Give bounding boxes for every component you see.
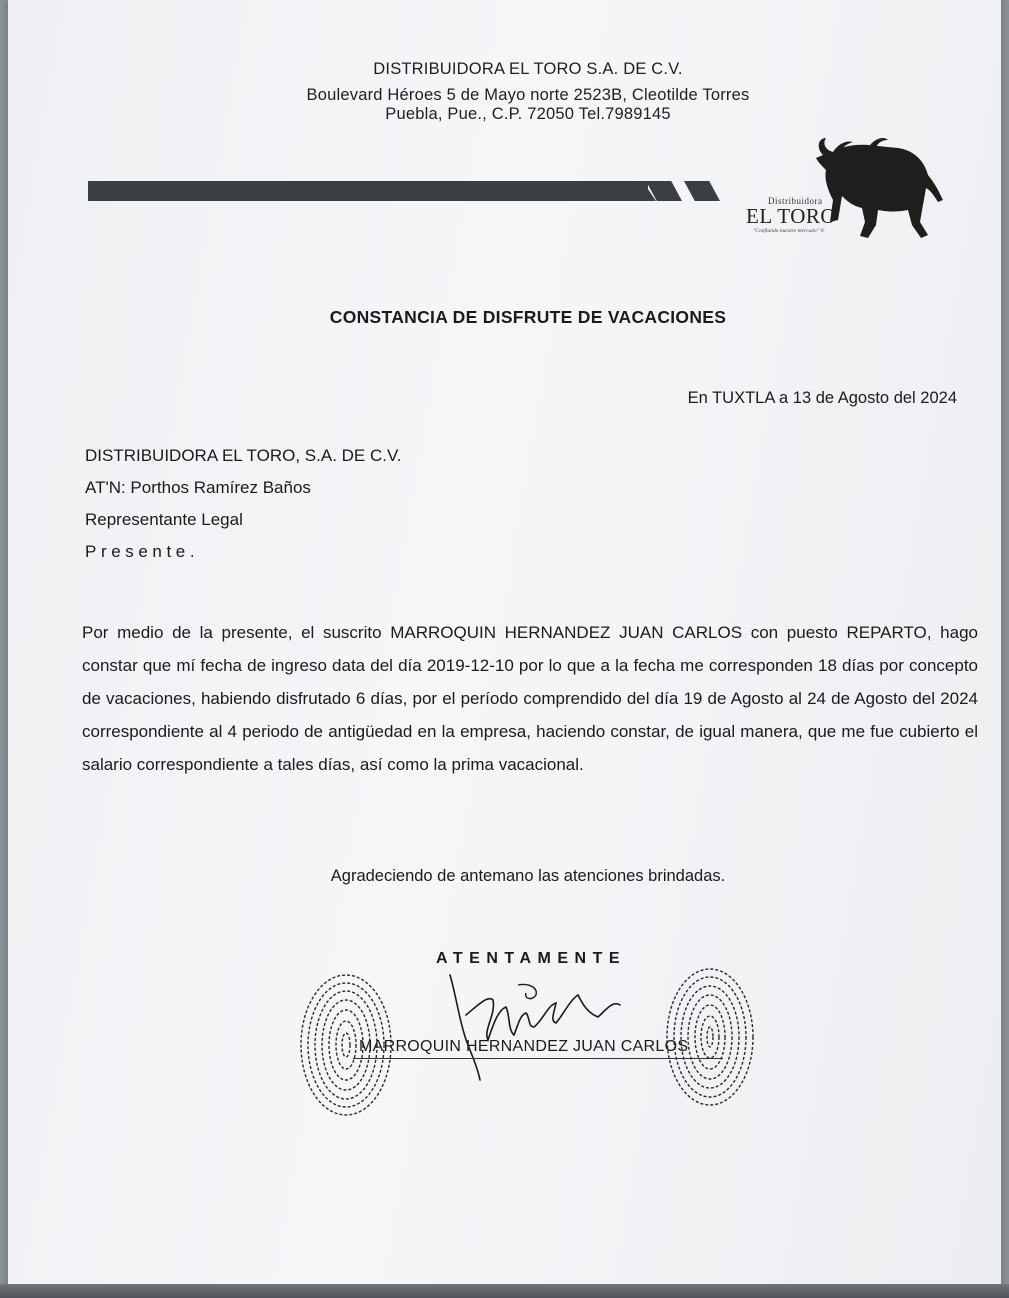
logo-name: EL TORO xyxy=(746,204,837,228)
signer-name: MARROQUIN HERNANDEZ JUAN CARLOS xyxy=(359,1038,689,1055)
handwritten-signature-icon xyxy=(438,955,638,1085)
header-rule-stripe xyxy=(684,181,720,201)
recipient-role: Representante Legal xyxy=(85,510,243,529)
closing-line: Agradeciendo de antemano las atenciones brindadas. xyxy=(330,867,726,885)
signature-line xyxy=(353,1058,723,1059)
header-company: DISTRIBUIDORA EL TORO S.A. DE C.V. xyxy=(373,60,683,78)
header-rule xyxy=(88,181,648,201)
document-title: CONSTANCIA DE DISFRUTE DE VACACIONES xyxy=(329,307,727,327)
recipient-company: DISTRIBUIDORA EL TORO, S.A. DE C.V. xyxy=(85,446,402,465)
header-address-line1: Boulevard Héroes 5 de Mayo norte 2523B, Cleotilde Torres xyxy=(306,86,750,104)
recipient-attn: AT'N: Porthos Ramírez Baños xyxy=(85,478,311,497)
header-address-line2: Puebla, Pue., C.P. 72050 Tel.7989145 xyxy=(385,105,671,123)
body-paragraph: Por medio de la presente, el suscrito MARROQUIN HERNANDEZ JUAN CARLOS con puesto REPARTO, hago constar que mí fecha de ingreso data del día 2019-12-10 por lo que a la fecha me corresponden 18 días por concepto de vacaciones, habiendo disfrutado 6 días, por el período comprendido del día 19 de Agosto al 24 de Agosto del 2024 correspondiente al 4 periodo de antigüedad en la empresa, haciendo constar, de igual manera, que me fue cubierto el salario correspondiente a tales días, así como la prima vacacional. xyxy=(82,623,978,774)
background-edge xyxy=(0,1284,1009,1298)
salutation: ATENTAMENTE xyxy=(436,950,627,967)
document-page xyxy=(8,0,1001,1290)
document-date: En TUXTLA a 13 de Agosto del 2024 xyxy=(687,389,957,407)
logo-subtitle: Distribuidora xyxy=(768,196,823,206)
recipient-presente: Presente. xyxy=(85,542,200,561)
logo-tagline: "Confiando nuestro mercado" ® xyxy=(753,228,825,234)
